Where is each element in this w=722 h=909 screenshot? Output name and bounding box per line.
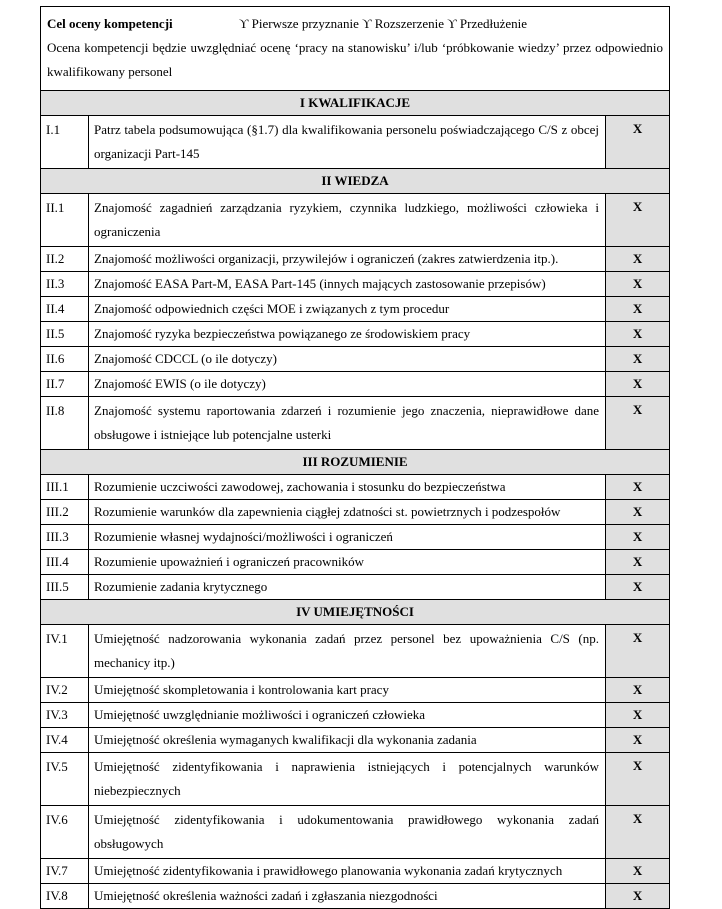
item-text: Znajomość możliwości organizacji, przywilejów i ograniczeń (zakres zatwierdzenia itp.). — [89, 247, 606, 272]
section-title: III ROZUMIENIE — [41, 450, 670, 475]
item-id: II.8 — [41, 397, 89, 450]
table-row — [41, 753, 670, 806]
table-row — [41, 678, 670, 703]
item-text: Rozumienie warunków dla zapewnienia ciągłej zdatności st. powietrznych i podzespołów — [89, 500, 606, 525]
table-row — [41, 247, 670, 272]
item-id: III.4 — [41, 550, 89, 575]
table-row — [41, 397, 670, 450]
assessment-purpose-label: Cel oceny kompetencji — [47, 16, 173, 31]
table-row — [41, 322, 670, 347]
table-row — [41, 728, 670, 753]
item-text: Znajomość CDCCL (o ile dotyczy) — [89, 347, 606, 372]
section-title: IV UMIEJĘTNOŚCI — [41, 600, 670, 625]
section-header-row — [41, 600, 670, 625]
item-id: IV.6 — [41, 806, 89, 859]
table-row — [41, 806, 670, 859]
table-row — [41, 500, 670, 525]
competence-table — [40, 6, 670, 909]
table-row — [41, 297, 670, 322]
item-mark: X — [606, 247, 670, 272]
item-id: III.3 — [41, 525, 89, 550]
item-mark: X — [606, 500, 670, 525]
item-id: II.3 — [41, 272, 89, 297]
table-row — [41, 475, 670, 500]
item-id: II.2 — [41, 247, 89, 272]
section-header-row — [41, 169, 670, 194]
item-mark: X — [606, 728, 670, 753]
item-mark: X — [606, 475, 670, 500]
item-id: IV.7 — [41, 859, 89, 884]
item-text: Rozumienie zadania krytycznego — [89, 575, 606, 600]
item-text: Umiejętność zidentyfikowania i udokumentowania prawidłowego wykonania zadań obsługowych — [89, 806, 606, 859]
item-mark: X — [606, 859, 670, 884]
section-header-row — [41, 91, 670, 116]
item-text: Znajomość ryzyka bezpieczeństwa powiązanego ze środowiskiem pracy — [89, 322, 606, 347]
item-text: Rozumienie własnej wydajności/możliwości i ograniczeń — [89, 525, 606, 550]
item-id: IV.3 — [41, 703, 89, 728]
table-row — [41, 347, 670, 372]
item-mark: X — [606, 297, 670, 322]
item-mark: X — [606, 625, 670, 678]
table-row — [41, 194, 670, 247]
item-text: Umiejętność określenia ważności zadań i zgłaszania niezgodności — [89, 884, 606, 909]
item-text: Patrz tabela podsumowująca (§1.7) dla kwalifikowania personelu poświadczającego C/S z obcej organizacji Part-145 — [89, 116, 606, 169]
table-row — [41, 550, 670, 575]
item-mark: X — [606, 116, 670, 169]
item-mark: X — [606, 806, 670, 859]
item-text: Znajomość systemu raportowania zdarzeń i rozumienie jego znaczenia, nieprawidłowe dane obsługowe i istniejące lub potencjalne usterki — [89, 397, 606, 450]
table-row — [41, 859, 670, 884]
competence-assessment-form — [40, 6, 669, 909]
item-mark: X — [606, 678, 670, 703]
item-text: Znajomość odpowiednich części MOE i związanych z tym procedur — [89, 297, 606, 322]
item-id: IV.8 — [41, 884, 89, 909]
section-header-row — [41, 450, 670, 475]
item-id: II.7 — [41, 372, 89, 397]
item-id: IV.5 — [41, 753, 89, 806]
item-id: II.6 — [41, 347, 89, 372]
table-row — [41, 372, 670, 397]
item-id: II.4 — [41, 297, 89, 322]
item-id: IV.1 — [41, 625, 89, 678]
section-title: II WIEDZA — [41, 169, 670, 194]
item-text: Umiejętność skompletowania i kontrolowania kart pracy — [89, 678, 606, 703]
table-row — [41, 272, 670, 297]
item-text: Znajomość zagadnień zarządzania ryzykiem, czynnika ludzkiego, możliwości człowieka i ograniczenia — [89, 194, 606, 247]
item-id: II.1 — [41, 194, 89, 247]
item-id: III.2 — [41, 500, 89, 525]
item-text: Umiejętność zidentyfikowania i prawidłowego planowania wykonania zadań krytycznych — [89, 859, 606, 884]
assessment-description: Ocena kompetencji będzie uwzględniać ocenę ‘pracy na stanowisku’ i/lub ‘próbkowanie wiedzy’ przez odpowiednio kwalifikowany personel — [47, 40, 664, 79]
table-row — [41, 116, 670, 169]
item-id: I.1 — [41, 116, 89, 169]
item-text: Rozumienie upoważnień i ograniczeń pracowników — [89, 550, 606, 575]
table-row — [41, 884, 670, 909]
item-text: Znajomość EASA Part-M, EASA Part-145 (innych mających zastosowanie przepisów) — [89, 272, 606, 297]
item-mark: X — [606, 347, 670, 372]
item-id: III.5 — [41, 575, 89, 600]
item-text: Umiejętność określenia wymaganych kwalifikacji dla wykonania zadania — [89, 728, 606, 753]
table-row — [41, 625, 670, 678]
assessment-type-options: ϒ Pierwsze przyznanie ϒ Rozszerzenie ϒ Przedłużenie — [239, 16, 528, 31]
header-row — [41, 7, 670, 91]
item-id: IV.4 — [41, 728, 89, 753]
item-mark: X — [606, 884, 670, 909]
item-mark: X — [606, 372, 670, 397]
item-id: III.1 — [41, 475, 89, 500]
table-row — [41, 575, 670, 600]
table-row — [41, 703, 670, 728]
item-id: IV.2 — [41, 678, 89, 703]
item-mark: X — [606, 525, 670, 550]
item-id: II.5 — [41, 322, 89, 347]
item-mark: X — [606, 397, 670, 450]
table-row — [41, 525, 670, 550]
item-mark: X — [606, 322, 670, 347]
item-mark: X — [606, 550, 670, 575]
item-text: Umiejętność uwzględnianie możliwości i ograniczeń człowieka — [89, 703, 606, 728]
section-title: I KWALIFIKACJE — [41, 91, 670, 116]
item-text: Umiejętność zidentyfikowania i naprawienia istniejących i potencjalnych warunków niebezpiecznych — [89, 753, 606, 806]
item-mark: X — [606, 194, 670, 247]
item-text: Umiejętność nadzorowania wykonania zadań przez personel bez upoważnienia C/S (np. mechanicy itp.) — [89, 625, 606, 678]
item-mark: X — [606, 753, 670, 806]
item-mark: X — [606, 575, 670, 600]
item-text: Rozumienie uczciwości zawodowej, zachowania i stosunku do bezpieczeństwa — [89, 475, 606, 500]
item-mark: X — [606, 703, 670, 728]
item-mark: X — [606, 272, 670, 297]
item-text: Znajomość EWIS (o ile dotyczy) — [89, 372, 606, 397]
header-cell — [41, 7, 670, 91]
